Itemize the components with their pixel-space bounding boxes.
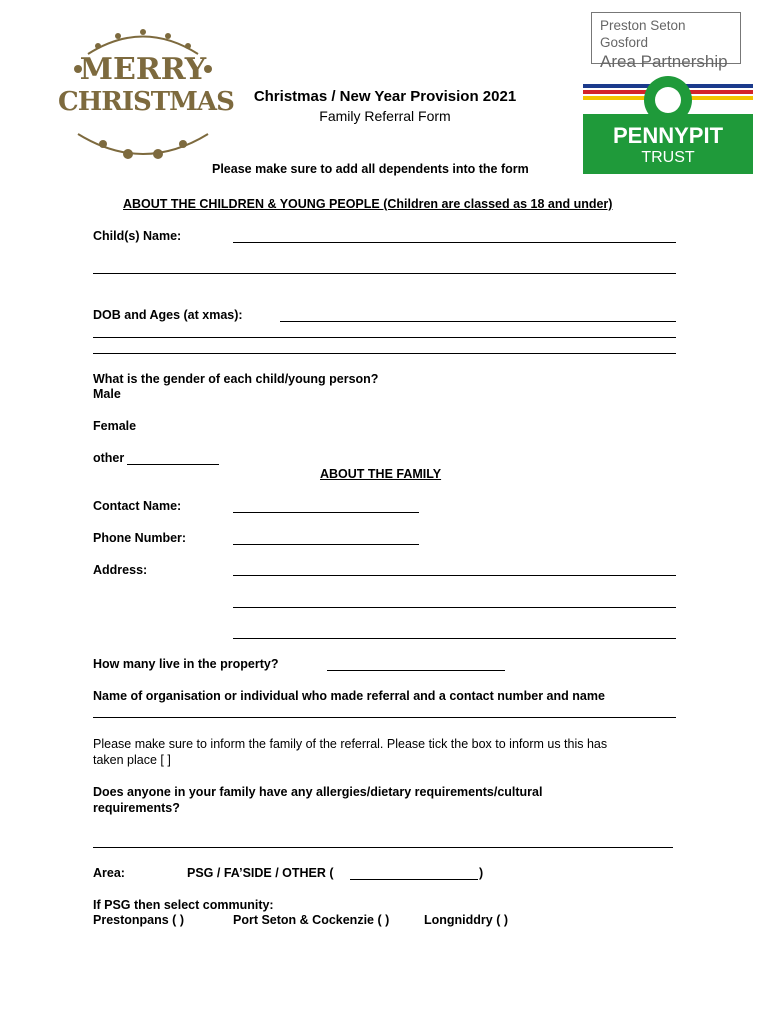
occupants-label: How many live in the property? bbox=[93, 657, 279, 671]
xmas-logo-line2: CHRISTMAS bbox=[58, 87, 234, 117]
gender-question: What is the gender of each child/young person? bbox=[93, 372, 379, 386]
address-label: Address: bbox=[93, 563, 148, 577]
form-title: Christmas / New Year Provision 2021 bbox=[253, 88, 517, 105]
dob-field[interactable] bbox=[280, 321, 676, 322]
phone-number-field[interactable] bbox=[233, 544, 419, 545]
area-label: Area: bbox=[93, 866, 125, 880]
pennypit-logo-line1: PENNYPIT bbox=[612, 123, 724, 148]
merry-christmas-logo bbox=[58, 24, 234, 166]
child-name-label: Child(s) Name: bbox=[93, 229, 182, 243]
address-field-2[interactable] bbox=[233, 607, 676, 608]
area-other-field[interactable] bbox=[350, 879, 478, 880]
phone-number-label: Phone Number: bbox=[93, 531, 187, 545]
form-subtitle: Family Referral Form bbox=[319, 108, 451, 124]
pennypit-trust-logo bbox=[583, 74, 753, 174]
address-field-3[interactable] bbox=[233, 638, 676, 639]
occupants-field[interactable] bbox=[327, 670, 505, 671]
child-name-field-extra[interactable] bbox=[93, 273, 676, 274]
inform-checkbox[interactable]: taken place [ ] bbox=[93, 753, 171, 767]
psg-logo-line2: Area Partnership bbox=[600, 52, 728, 71]
allergies-question-line1: Does anyone in your family have any allergies/dietary requirements/cultural bbox=[93, 785, 543, 799]
psg-logo-line1: Preston Seton Gosford bbox=[600, 18, 686, 50]
allergies-field[interactable] bbox=[93, 847, 673, 848]
child-name-field[interactable] bbox=[233, 242, 676, 243]
children-section-heading: ABOUT THE CHILDREN & YOUNG PEOPLE (Children are classed as 18 and under) bbox=[123, 197, 613, 211]
inform-text-line1: Please make sure to inform the family of the referral. Please tick the box to inform us this has bbox=[93, 737, 608, 751]
family-section-heading: ABOUT THE FAMILY bbox=[320, 467, 442, 481]
gender-other-field[interactable] bbox=[127, 464, 219, 465]
gender-other-option[interactable]: other bbox=[93, 451, 125, 465]
community-label: If PSG then select community: bbox=[93, 898, 274, 912]
gender-male-option[interactable]: Male bbox=[93, 387, 121, 401]
referrer-label: Name of organisation or individual who made referral and a contact number and name bbox=[93, 689, 605, 703]
dob-field-extra-2[interactable] bbox=[93, 353, 676, 354]
dob-label: DOB and Ages (at xmas): bbox=[93, 308, 243, 322]
referrer-field[interactable] bbox=[93, 717, 676, 718]
form-instruction: Please make sure to add all dependents into the form bbox=[212, 162, 529, 176]
allergies-question-line2: requirements? bbox=[93, 801, 180, 815]
community-longniddry[interactable]: Longniddry ( ) bbox=[424, 913, 509, 927]
area-options-close: ) bbox=[479, 866, 484, 880]
community-port-seton[interactable]: Port Seton & Cockenzie ( ) bbox=[233, 913, 390, 927]
xmas-logo-line1: MERRY bbox=[79, 52, 207, 87]
contact-name-label: Contact Name: bbox=[93, 499, 182, 513]
community-prestonpans[interactable]: Prestonpans ( ) bbox=[93, 913, 184, 927]
contact-name-field[interactable] bbox=[233, 512, 419, 513]
gender-female-option[interactable]: Female bbox=[93, 419, 137, 433]
dob-field-extra-1[interactable] bbox=[93, 337, 676, 338]
psg-area-partnership-logo bbox=[591, 12, 741, 71]
area-options[interactable]: PSG / FA’SIDE / OTHER ( bbox=[187, 866, 334, 880]
address-field-1[interactable] bbox=[233, 575, 676, 576]
pennypit-logo-line2: TRUST bbox=[641, 149, 695, 166]
